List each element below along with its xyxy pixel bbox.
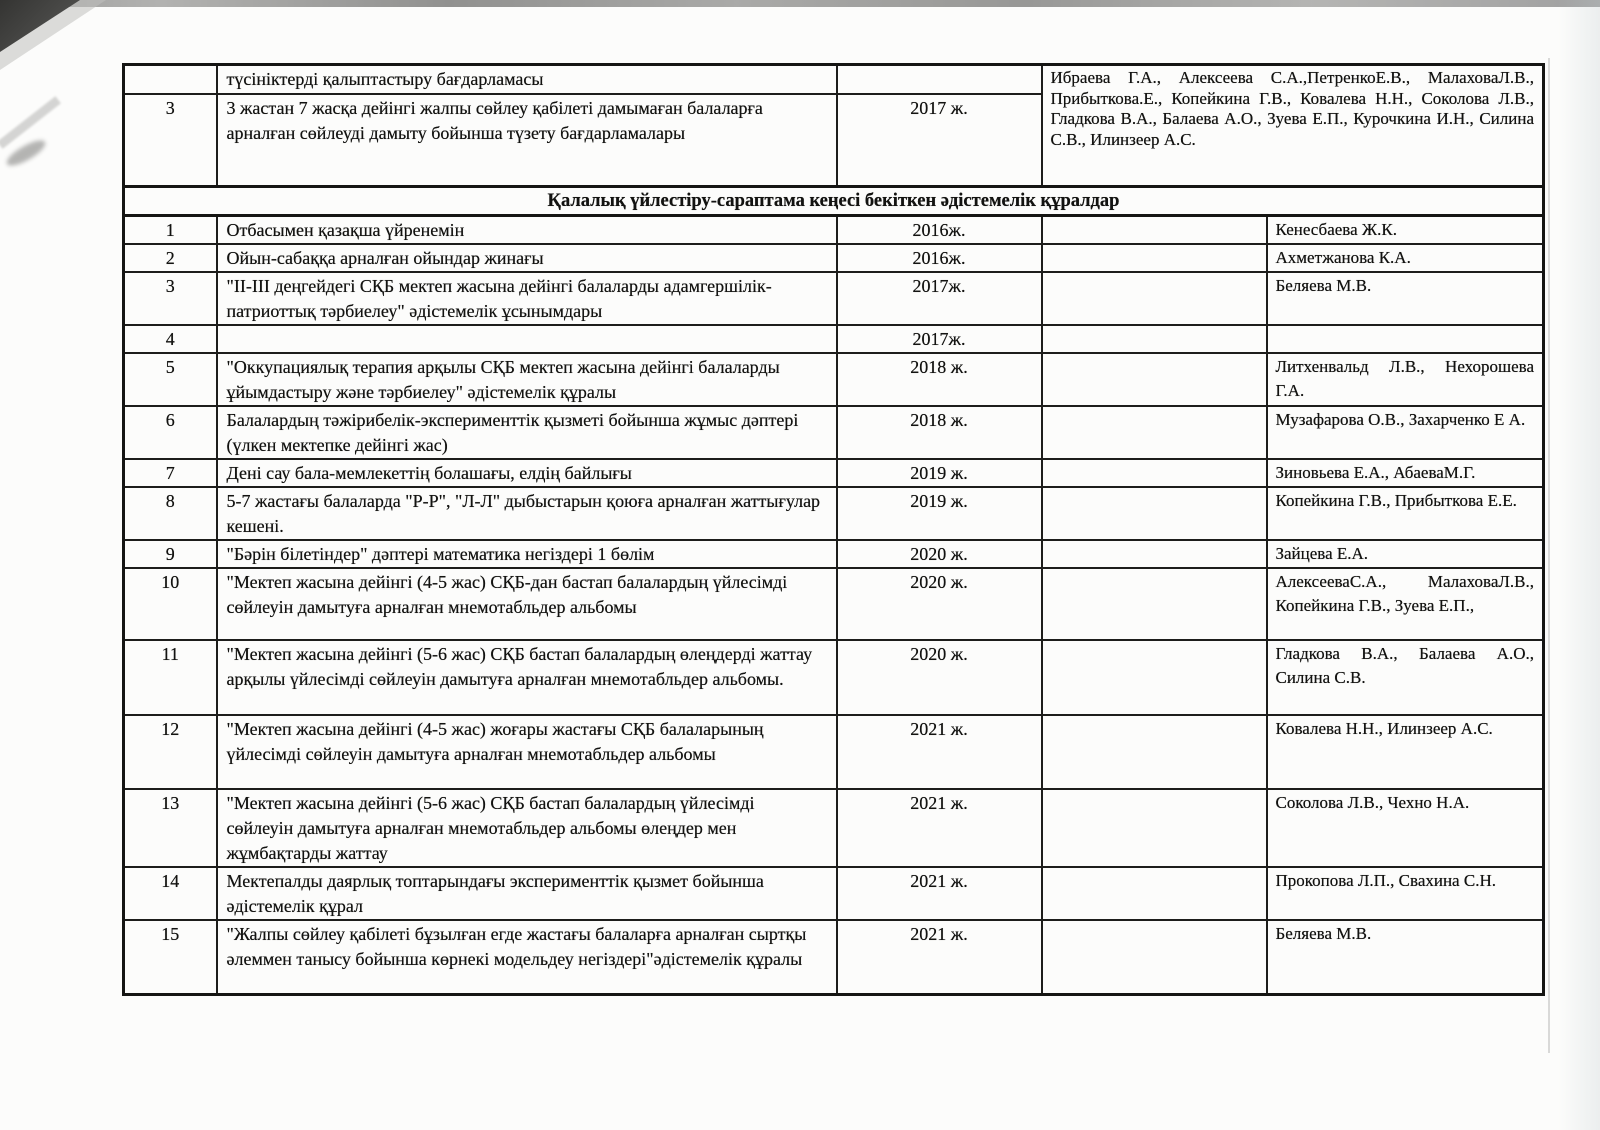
title-cell: Отбасымен қазақша үйренемін: [217, 216, 837, 245]
title-cell: Дені сау бала-мемлекеттің болашағы, елдің байлығы: [217, 459, 837, 487]
scan-top-edge: [0, 0, 1600, 7]
title-cell: "II-III деңгейдегі СҚБ мектеп жасына дейінгі балаларды адамгершілік-патриоттық тәрбиелеу" әдістемелік ұсынымдары: [217, 272, 837, 325]
year-cell: 2021 ж.: [837, 920, 1042, 994]
empty-cell: [1042, 216, 1267, 245]
title-cell: түсініктерді қалыптастыру бағдарламасы: [217, 65, 837, 94]
year-cell: 2017 ж.: [837, 94, 1042, 187]
row-number-cell: 1: [124, 216, 217, 245]
title-cell: "Мектеп жасына дейінгі (4-5 жас) жоғары жастағы СҚБ балаларының үйлесімді сөйлеуін дамытуға арналған мнемотабльдер альбомы: [217, 715, 837, 789]
title-cell: 3 жастан 7 жасқа дейінгі жалпы сөйлеу қабілеті дамымаған балаларға арналған сөйлеуді дамыту бойынша түзету бағдарламалары: [217, 94, 837, 187]
row-number-cell: 11: [124, 640, 217, 715]
empty-cell: [1042, 715, 1267, 789]
publications-table: [122, 63, 1545, 996]
scan-right-edge-line: [1548, 58, 1550, 1053]
title-cell: Мектепалды даярлық топтарындағы эксперименттік қызмет бойынша әдістемелік құрал: [217, 867, 837, 920]
row-number-cell: 7: [124, 459, 217, 487]
authors-cell: Зайцева Е.А.: [1267, 540, 1544, 568]
year-cell: 2021 ж.: [837, 789, 1042, 867]
empty-cell: [1042, 640, 1267, 715]
table-row-13: [124, 789, 1544, 867]
table-row-1: [124, 216, 1544, 245]
year-cell: 2019 ж.: [837, 487, 1042, 540]
row-number-cell: 4: [124, 325, 217, 353]
authors-cell: Гладкова В.А., Балаева А.О., Силина С.В.: [1267, 640, 1544, 715]
row-number-cell: 10: [124, 568, 217, 640]
title-cell: Ойын-сабаққа арналған ойындар жинағы: [217, 244, 837, 272]
empty-cell: [1042, 272, 1267, 325]
title-cell: "Мектеп жасына дейінгі (5-6 жас) СҚБ бастап балалардың үйлесімді сөйлеуін дамытуға арналған мнемотабльдер альбомы өлеңдер мен жұмбақтарды жаттау: [217, 789, 837, 867]
row-number-cell: 15: [124, 920, 217, 994]
table-row-7: [124, 459, 1544, 487]
table-row-2: [124, 244, 1544, 272]
year-cell: 2019 ж.: [837, 459, 1042, 487]
row-number-cell: 12: [124, 715, 217, 789]
empty-cell: [1042, 459, 1267, 487]
authors-cell: Беляева М.В.: [1267, 272, 1544, 325]
title-cell: "Мектеп жасына дейінгі (4-5 жас) СҚБ-дан бастап балалардың үйлесімді сөйлеуін дамытуға арналған мнемотабльдер альбомы: [217, 568, 837, 640]
authors-cell: Кенесбаева Ж.К.: [1267, 216, 1544, 245]
year-cell: 2021 ж.: [837, 867, 1042, 920]
empty-cell: [1042, 920, 1267, 994]
empty-cell: [1042, 867, 1267, 920]
section-header-row: [124, 187, 1544, 216]
year-cell: 2021 ж.: [837, 715, 1042, 789]
table-row-12: [124, 715, 1544, 789]
table-row-3: [124, 272, 1544, 325]
row-number-cell: 9: [124, 540, 217, 568]
year-cell: 2016ж.: [837, 244, 1042, 272]
authors-cell: [1267, 325, 1544, 353]
empty-cell: [1042, 353, 1267, 406]
row-number-cell: 13: [124, 789, 217, 867]
empty-cell: [1042, 406, 1267, 459]
empty-cell: [1042, 244, 1267, 272]
table-row-14: [124, 867, 1544, 920]
row-number-cell: 3: [124, 272, 217, 325]
year-cell: 2020 ж.: [837, 640, 1042, 715]
table-row-11: [124, 640, 1544, 715]
table-row-15: [124, 920, 1544, 994]
authors-cell: Прокопова Л.П., Свахина С.Н.: [1267, 867, 1544, 920]
row-number-cell: 14: [124, 867, 217, 920]
year-cell: [837, 65, 1042, 94]
authors-cell: Соколова Л.В., Чехно Н.А.: [1267, 789, 1544, 867]
empty-cell: [1042, 325, 1267, 353]
table-row-4: [124, 325, 1544, 353]
row-number-cell: 2: [124, 244, 217, 272]
year-cell: 2017ж.: [837, 325, 1042, 353]
title-cell: [217, 325, 837, 353]
empty-cell: [1042, 540, 1267, 568]
title-cell: 5-7 жастағы балаларда "Р-Р", "Л-Л" дыбыстарын қоюға арналған жаттығулар кешені.: [217, 487, 837, 540]
table-row-continuation: [124, 65, 1544, 94]
table-row-9: [124, 540, 1544, 568]
table-row-10: [124, 568, 1544, 640]
authors-cell: Музафарова О.В., Захарченко Е А.: [1267, 406, 1544, 459]
authors-cell: Ахметжанова К.А.: [1267, 244, 1544, 272]
year-cell: 2020 ж.: [837, 540, 1042, 568]
empty-cell: [1042, 487, 1267, 540]
row-number-cell: 8: [124, 487, 217, 540]
year-cell: 2020 ж.: [837, 568, 1042, 640]
title-cell: "Бәрін білетіндер" дәптері математика негіздері 1 бөлім: [217, 540, 837, 568]
row-number-cell: 5: [124, 353, 217, 406]
year-cell: 2016ж.: [837, 216, 1042, 245]
table-row-8: [124, 487, 1544, 540]
year-cell: 2017ж.: [837, 272, 1042, 325]
section-header: Қалалық үйлестіру-сараптама кеңесі бекіткен әдістемелік құралдар: [124, 187, 1544, 216]
table-row-6: [124, 406, 1544, 459]
empty-cell: [1042, 568, 1267, 640]
authors-cell: АлексееваС.А., МалаховаЛ.В., Копейкина Г.В., Зуева Е.П.,: [1267, 568, 1544, 640]
row-number-cell: 3: [124, 94, 217, 187]
empty-cell: [1042, 789, 1267, 867]
authors-cell: Копейкина Г.В., Прибыткова Е.Е.: [1267, 487, 1544, 540]
authors-cell: Ковалева Н.Н., Илинзеер А.С.: [1267, 715, 1544, 789]
authors-cell: Зиновьева Е.А., АбаеваМ.Г.: [1267, 459, 1544, 487]
title-cell: "Оккупациялық терапия арқылы СҚБ мектеп жасына дейінгі балаларды ұйымдастыру және тәрбиелеу" әдістемелік құралы: [217, 353, 837, 406]
title-cell: "Мектеп жасына дейінгі (5-6 жас) СҚБ бастап балалардың өлеңдерді жаттау арқылы үйлесімді сөйлеуін дамытуға арналған мнемотабльдер альбомы.: [217, 640, 837, 715]
title-cell: "Жалпы сөйлеу қабілеті бұзылған егде жастағы балаларға арналған сыртқы әлеммен танысу бойынша көрнекі модельдеу негіздері"әдістемелік құралы: [217, 920, 837, 994]
scan-right-tint: [1558, 0, 1600, 1130]
table-row-5: [124, 353, 1544, 406]
row-number-cell: 6: [124, 406, 217, 459]
year-cell: 2018 ж.: [837, 406, 1042, 459]
authors-cell: Литхенвальд Л.В., Нехорошева Г.А.: [1267, 353, 1544, 406]
scan-streak: [0, 96, 61, 149]
title-cell: Балалардың тәжірибелік-эксперименттік қызметі бойынша жұмыс дәптері (үлкен мектепке дейінгі жас): [217, 406, 837, 459]
row-number-cell: [124, 65, 217, 94]
authors-cell: Беляева М.В.: [1267, 920, 1544, 994]
authors-cell: Ибраева Г.А., Алексеева С.А.,ПетренкоЕ.В., МалаховаЛ.В., Прибыткова.Е., Копейкина Г.В., Ковалева Н.Н., Соколова Л.В., Гладкова В.А., Балаева А.О., Зуева Е.П., Курочкина И.Н., Силина С.В., Илинзеер А.С.: [1042, 65, 1544, 187]
page-corner-fold: [0, 0, 120, 80]
year-cell: 2018 ж.: [837, 353, 1042, 406]
